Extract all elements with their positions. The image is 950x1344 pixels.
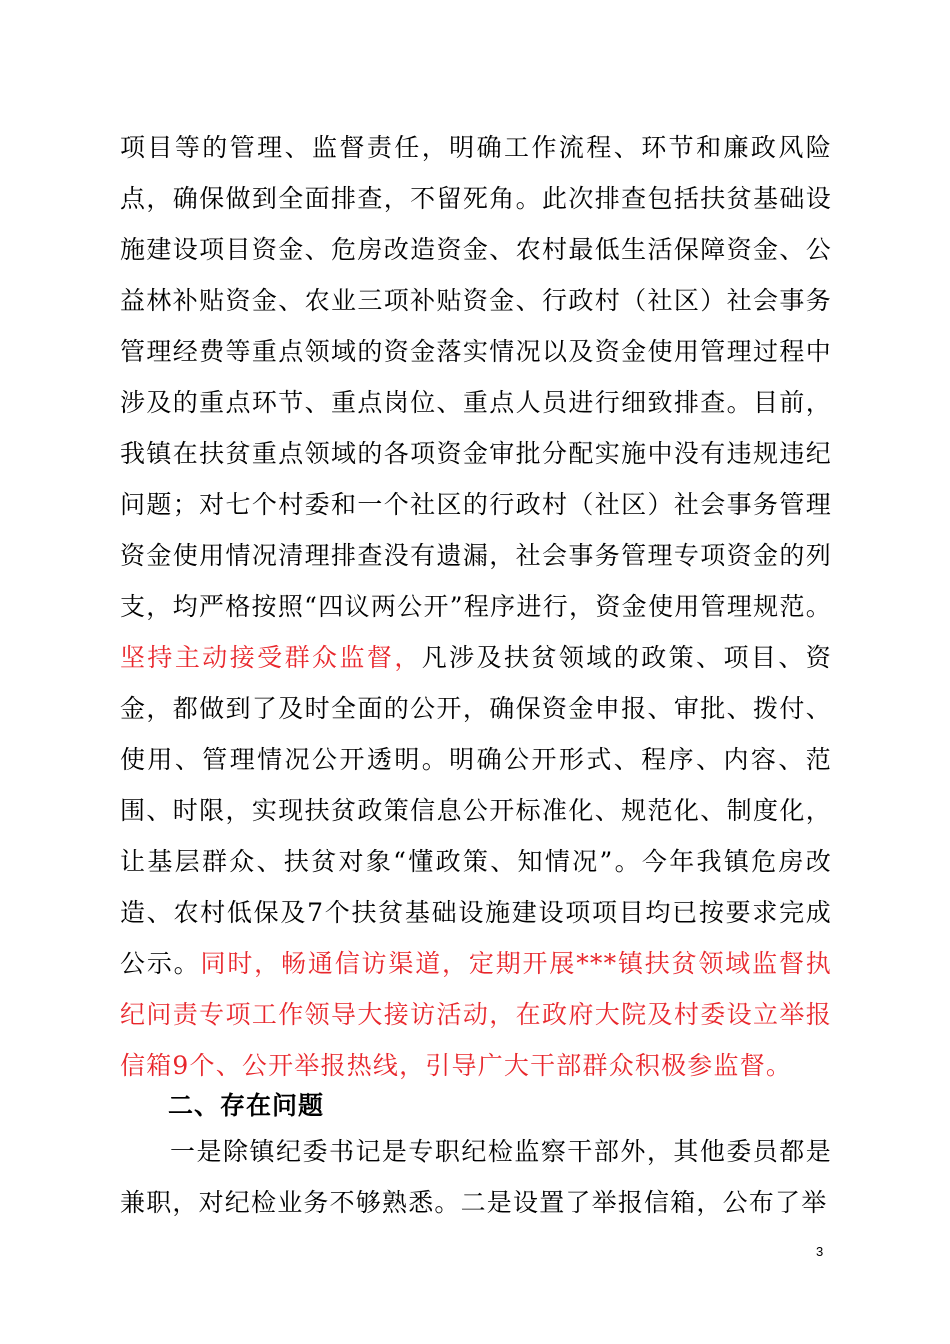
body-paragraph	[120, 122, 832, 1091]
highlight-petition: 同时，畅通信访渠道，定期开展***镇扶贫领域监督执纪问责专项工作领导大接访活动，在政府大院及村委设立举报信箱9个、公开举报热线，引导广大干部群众积极参监督。	[120, 949, 832, 1080]
paragraph-2: 一是除镇纪委书记是专职纪检监察干部外，其他委员都是兼职，对纪检业务不够熟悉。二是设置了举报信箱，公布了举	[120, 1137, 832, 1217]
section-heading: 二、存在问题	[168, 1091, 325, 1120]
page-number: 3	[816, 1244, 824, 1259]
paragraph-1-text-a: 项目等的管理、监督责任，明确工作流程、环节和廉政风险点，确保做到全面排查，不留死角。此次排查包括扶贫基础设施建设项目资金、危房改造资金、农村最低生活保障资金、公益林补贴资金、农业三项补贴资金、行政村（社区）社会事务管理经费等重点领域的资金落实情况以及资金使用管理过程中涉及的重点环节、重点岗位、重点人员进行细致排查。目前，我镇在扶贫重点领域的各项资金审批分配实施中没有违规违纪问题；对七个村委和一个社区的行政村（社区）社会事务管理资金使用情况清理排查没有遗漏，社会事务管理专项资金的列支，均严格按照“四议两公开”程序进行，资金使用管理规范。	[120, 133, 832, 621]
paragraph-1	[120, 122, 832, 1091]
highlight-supervision: 坚持主动接受群众监督，	[120, 643, 422, 672]
paragraph-1-text-b: 凡涉及扶贫领域的政策、项目、资金，都做到了及时全面的公开，确保资金申报、审批、拨付、使用、管理情况公开透明。明确公开形式、程序、内容、范围、时限，实现扶贫政策信息公开标准化、规范化、制度化，让基层群众、扶贫对象“懂政策、知情况”。今年我镇危房改造、农村低保及7个扶贫基础设施建设项项目均已按要求完成公示。	[120, 643, 832, 978]
